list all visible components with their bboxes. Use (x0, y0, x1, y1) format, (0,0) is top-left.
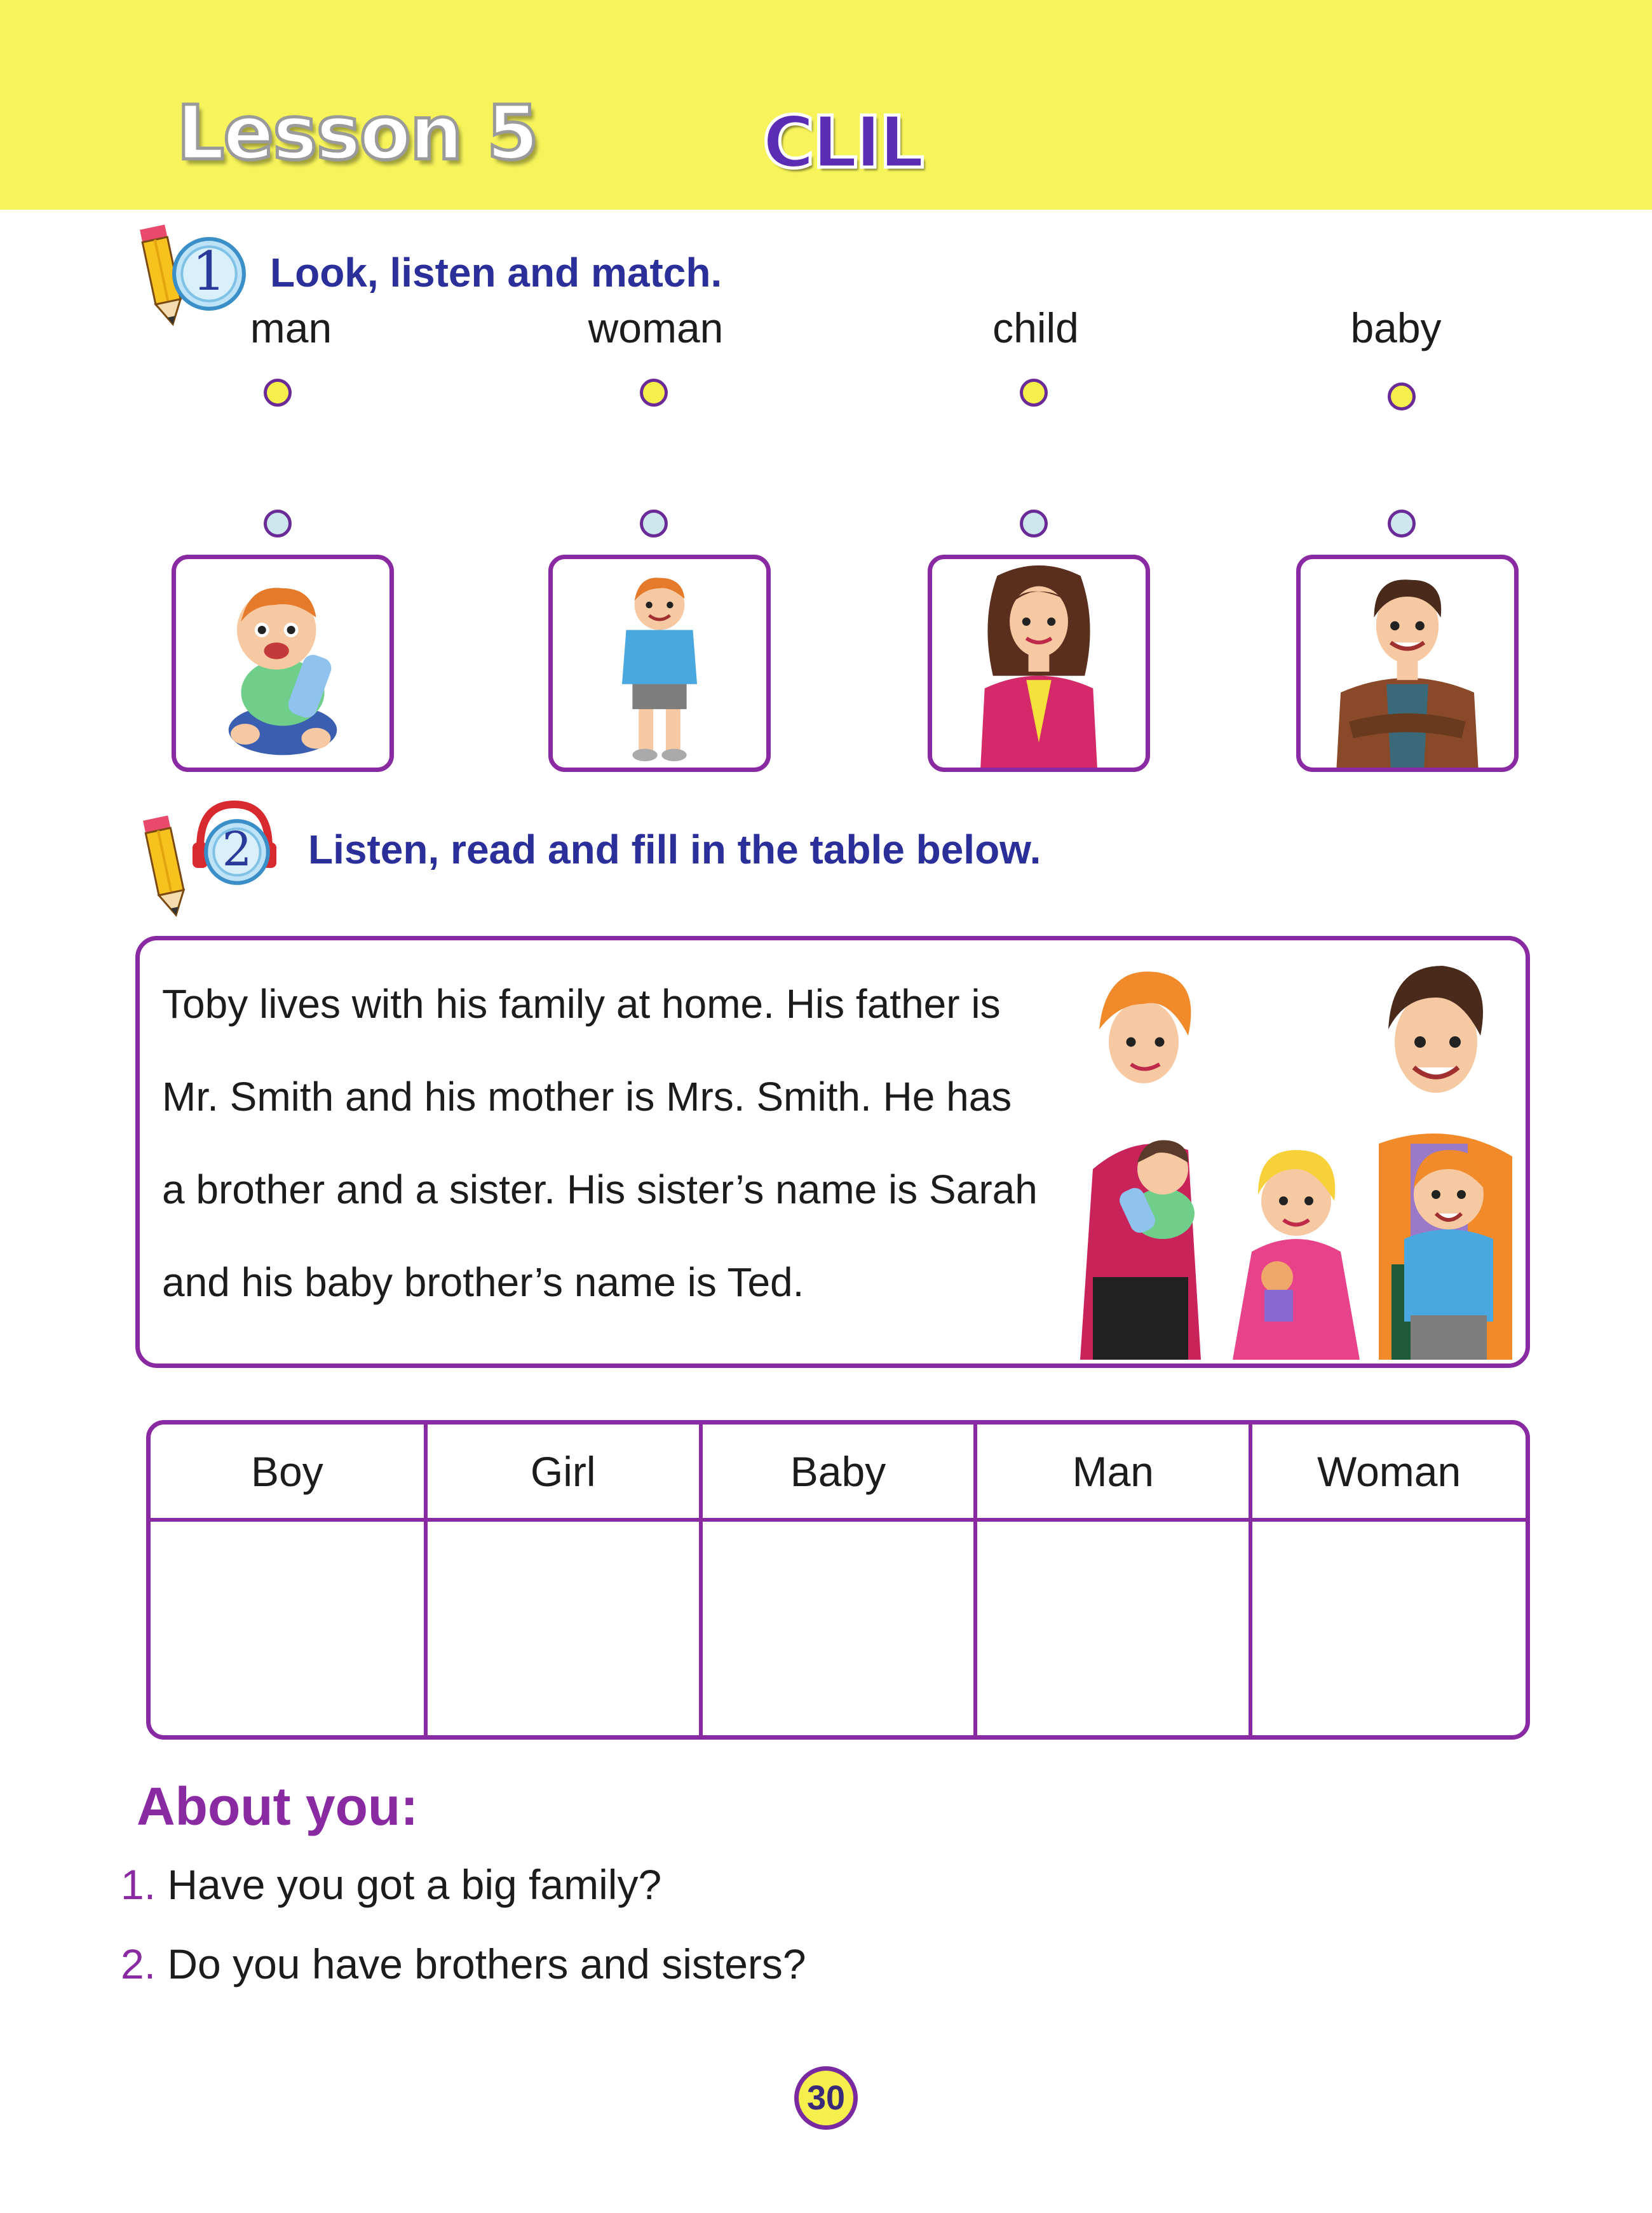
match-dot-picture-woman[interactable] (1020, 510, 1048, 538)
fill-in-table (146, 1420, 1530, 1740)
table-header-baby: Baby (701, 1425, 976, 1520)
question-text: Have you got a big family? (167, 1861, 662, 1908)
table-answer-cell-boy[interactable] (151, 1520, 426, 1735)
passage-line: and his baby brother’s name is Ted. (162, 1259, 804, 1305)
table-answer-cell-girl[interactable] (426, 1520, 701, 1735)
passage-line: a brother and a sister. His sister’s name is Sarah (162, 1167, 1038, 1212)
table-answer-cell-baby[interactable] (701, 1520, 976, 1735)
picture-man (1296, 555, 1519, 772)
exercise-2-number-badge (198, 813, 276, 891)
exercise-2-number: 2 (222, 822, 252, 877)
match-dot-word-woman[interactable] (640, 379, 668, 407)
word-woman: woman (588, 304, 724, 351)
subject-title: CLIL (762, 102, 922, 184)
match-dot-picture-baby[interactable] (264, 510, 292, 538)
table-header-man: Man (975, 1425, 1250, 1520)
exercise-1-instruction: Look, listen and match. (270, 250, 722, 295)
question-2 (121, 1940, 806, 1988)
exercise-1-number-badge (170, 235, 248, 313)
question-1 (121, 1860, 661, 1909)
match-dot-word-man[interactable] (264, 379, 292, 407)
boy-illustration (553, 559, 766, 768)
passage-line: Mr. Smith and his mother is Mrs. Smith. He has (162, 1074, 1012, 1120)
about-you-heading: About you: (137, 1776, 419, 1836)
question-number: 2. (121, 1940, 156, 1987)
match-dot-picture-man[interactable] (1388, 510, 1416, 538)
exercise-2-instruction: Listen, read and fill in the table below. (308, 827, 1041, 872)
picture-child (548, 555, 771, 772)
page-number: 30 (794, 2066, 858, 2130)
table-answer-cell-man[interactable] (975, 1520, 1250, 1735)
picture-woman (928, 555, 1150, 772)
word-man: man (250, 304, 332, 351)
baby-illustration (176, 559, 389, 768)
table-header-woman: Woman (1250, 1425, 1526, 1520)
exercise-1-number: 1 (192, 240, 226, 302)
question-number: 1. (121, 1861, 156, 1908)
picture-baby (172, 555, 394, 772)
table-header-girl: Girl (426, 1425, 701, 1520)
word-baby: baby (1350, 304, 1442, 351)
family-illustration (1074, 947, 1519, 1360)
table-answer-cell-woman[interactable] (1250, 1520, 1526, 1735)
table-header-boy: Boy (151, 1425, 426, 1520)
passage-line: Toby lives with his family at home. His father is (162, 981, 1001, 1027)
word-child: child (992, 304, 1079, 351)
match-dot-word-baby[interactable] (1388, 382, 1416, 410)
match-dot-picture-child[interactable] (640, 510, 668, 538)
lesson-title: Lesson 5 (177, 89, 538, 177)
man-illustration (1301, 559, 1514, 768)
woman-illustration (932, 559, 1146, 768)
match-dot-word-child[interactable] (1020, 379, 1048, 407)
question-text: Do you have brothers and sisters? (167, 1940, 806, 1987)
